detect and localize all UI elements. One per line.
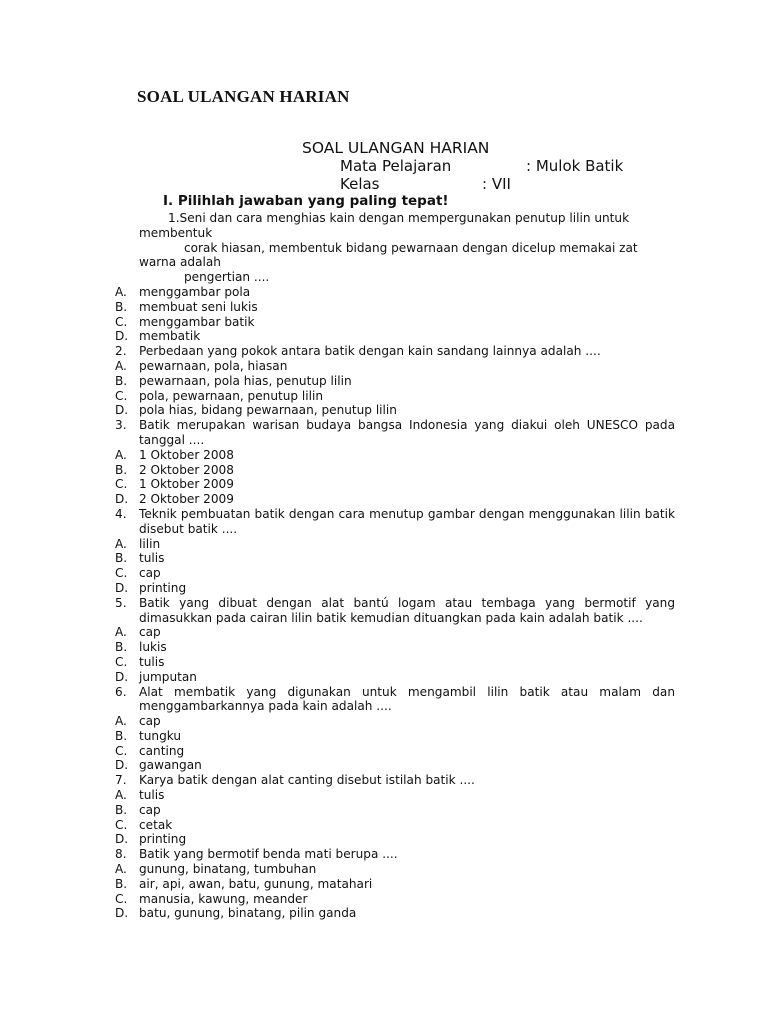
subject-label: Mata Pelajaran	[340, 157, 452, 175]
option-letter: D.	[115, 492, 129, 507]
option-text: membatik	[139, 329, 201, 344]
question-1-line-2b: warna adalah	[139, 255, 221, 270]
option-text: membuat seni lukis	[139, 299, 258, 314]
option-item	[115, 448, 675, 463]
option-item	[115, 832, 675, 847]
question-1-line-2: corak hiasan, membentuk bidang pewarnaan dengan dicelup memakai zat	[184, 240, 638, 255]
option-item	[115, 788, 675, 803]
option-item	[115, 758, 675, 773]
option-letter: B.	[115, 802, 128, 817]
option-letter: C.	[115, 566, 128, 581]
option-letter: C.	[115, 477, 128, 492]
option-item	[115, 744, 675, 759]
question-1	[115, 211, 675, 344]
option-letter: A.	[115, 447, 127, 462]
option-letter: B.	[115, 299, 128, 314]
option-text: 2 Oktober 2009	[139, 492, 234, 507]
option-letter: C.	[115, 654, 128, 669]
option-text: printing	[139, 580, 187, 595]
option-item	[115, 877, 675, 892]
option-letter: A.	[115, 788, 127, 803]
option-item	[115, 655, 675, 670]
question-5	[115, 596, 675, 685]
option-text: jumputan	[139, 669, 197, 684]
question-1-line-1b: membentuk	[139, 225, 213, 240]
option-letter: C.	[115, 891, 128, 906]
question-number: 6.	[115, 684, 127, 699]
option-item	[115, 670, 675, 685]
option-letter: A.	[115, 536, 127, 551]
option-item	[115, 803, 675, 818]
option-letter: A.	[115, 284, 127, 299]
class-value: : VII	[482, 175, 511, 193]
option-item	[115, 463, 675, 478]
option-letter: C.	[115, 743, 128, 758]
question-text: Karya batik dengan alat canting disebut istilah batik ....	[139, 773, 475, 788]
question-text: Teknik pembuatan batik dengan cara menutup gambar dengan menggunakan lilin batik disebut batik ....	[139, 506, 675, 536]
option-letter: C.	[115, 314, 128, 329]
question-6	[115, 685, 675, 774]
option-item	[115, 300, 675, 315]
question-2	[115, 344, 675, 418]
option-item	[115, 537, 675, 552]
option-letter: D.	[115, 669, 129, 684]
option-text: pola hias, bidang pewarnaan, penutup lilin	[139, 403, 397, 418]
option-item	[115, 315, 675, 330]
option-letter: C.	[115, 388, 128, 403]
option-text: gawangan	[139, 758, 202, 773]
option-text: tulis	[139, 551, 165, 566]
option-item	[115, 729, 675, 744]
option-text: tungku	[139, 728, 182, 743]
question-number: 8.	[115, 847, 127, 862]
option-text: batu, gunung, binatang, pilin ganda	[139, 906, 357, 921]
option-item	[115, 640, 675, 655]
option-item	[115, 892, 675, 907]
option-letter: D.	[115, 403, 129, 418]
option-text: 1 Oktober 2009	[139, 477, 234, 492]
question-number: 7.	[115, 773, 127, 788]
option-letter: A.	[115, 625, 127, 640]
question-list	[115, 211, 675, 921]
option-item	[115, 285, 675, 300]
option-text: pewarnaan, pola, hiasan	[139, 358, 288, 373]
option-text: tulis	[139, 654, 165, 669]
option-item	[115, 329, 675, 344]
question-3	[115, 418, 675, 507]
option-item	[115, 477, 675, 492]
option-item	[115, 714, 675, 729]
option-text: air, api, awan, batu, gunung, matahari	[139, 876, 373, 891]
option-letter: B.	[115, 728, 128, 743]
question-text: Batik yang dibuat dengan alat bantú logam atau tembaga yang bermotif yang dimasukkan pada cairan lilin batik kemudian dituangkan pada kain adalah batik ....	[139, 595, 675, 625]
option-text: menggambar batik	[139, 314, 255, 329]
question-number: 5.	[115, 595, 127, 610]
option-text: cap	[139, 566, 161, 581]
document-title: SOAL ULANGAN HARIAN	[137, 87, 350, 106]
question-text: Perbedaan yang pokok antara batik dengan kain sandang lainnya adalah ....	[139, 344, 601, 359]
option-text: cap	[139, 802, 161, 817]
option-letter: B.	[115, 876, 128, 891]
header-title: SOAL ULANGAN HARIAN	[302, 139, 490, 157]
option-text: cap	[139, 625, 161, 640]
question-number: 4.	[115, 506, 127, 521]
option-item	[115, 374, 675, 389]
option-text: pewarnaan, pola hias, penutup lilin	[139, 373, 352, 388]
option-text: cetak	[139, 817, 173, 832]
option-text: gunung, binatang, tumbuhan	[139, 862, 317, 877]
subject-value: : Mulok Batik	[526, 157, 624, 175]
option-letter: B.	[115, 462, 128, 477]
option-letter: A.	[115, 358, 127, 373]
option-text: manusia, kawung, meander	[139, 891, 308, 906]
option-text: 1 Oktober 2008	[139, 447, 234, 462]
option-text: canting	[139, 743, 185, 758]
option-letter: D.	[115, 758, 129, 773]
option-letter: D.	[115, 329, 129, 344]
section-heading: I. Pilihlah jawaban yang paling tepat!	[163, 193, 449, 209]
option-letter: C.	[115, 817, 128, 832]
option-letter: A.	[115, 862, 127, 877]
option-item	[115, 389, 675, 404]
option-item	[115, 581, 675, 596]
option-text: pola, pewarnaan, penutup lilin	[139, 388, 324, 403]
option-letter: D.	[115, 580, 129, 595]
question-8	[115, 847, 675, 921]
option-text: menggambar pola	[139, 284, 251, 299]
option-letter: B.	[115, 551, 128, 566]
option-letter: B.	[115, 373, 128, 388]
option-item	[115, 566, 675, 581]
option-item	[115, 625, 675, 640]
option-item	[115, 359, 675, 374]
question-7	[115, 773, 675, 847]
option-item	[115, 403, 675, 418]
question-number: 2.	[115, 344, 127, 359]
option-text: tulis	[139, 788, 165, 803]
option-text: 2 Oktober 2008	[139, 462, 234, 477]
option-text: cap	[139, 714, 161, 729]
option-item	[115, 492, 675, 507]
option-item	[115, 551, 675, 566]
option-letter: D.	[115, 832, 129, 847]
question-text: Alat membatik yang digunakan untuk mengambil lilin batik atau malam dan menggambarkannya pada kain adalah ....	[139, 684, 675, 714]
question-1-line-1: 1.Seni dan cara menghias kain dengan mempergunakan penutup lilin untuk	[168, 211, 630, 225]
option-item	[115, 862, 675, 877]
option-text: printing	[139, 832, 187, 847]
option-letter: B.	[115, 640, 128, 655]
option-letter: A.	[115, 714, 127, 729]
question-1-line-3: pengertian ....	[184, 270, 270, 285]
option-text: lukis	[139, 640, 167, 655]
option-letter: D.	[115, 906, 129, 921]
class-label: Kelas	[340, 175, 380, 193]
option-item	[115, 818, 675, 833]
option-text: lilin	[139, 536, 161, 551]
question-text: Batik merupakan warisan budaya bangsa Indonesia yang diakui oleh UNESCO pada tanggal ....	[139, 418, 675, 447]
question-4	[115, 507, 675, 596]
question-text: Batik yang bermotif benda mati berupa ....	[139, 847, 398, 862]
question-number: 3.	[115, 418, 127, 433]
option-item	[115, 906, 675, 921]
